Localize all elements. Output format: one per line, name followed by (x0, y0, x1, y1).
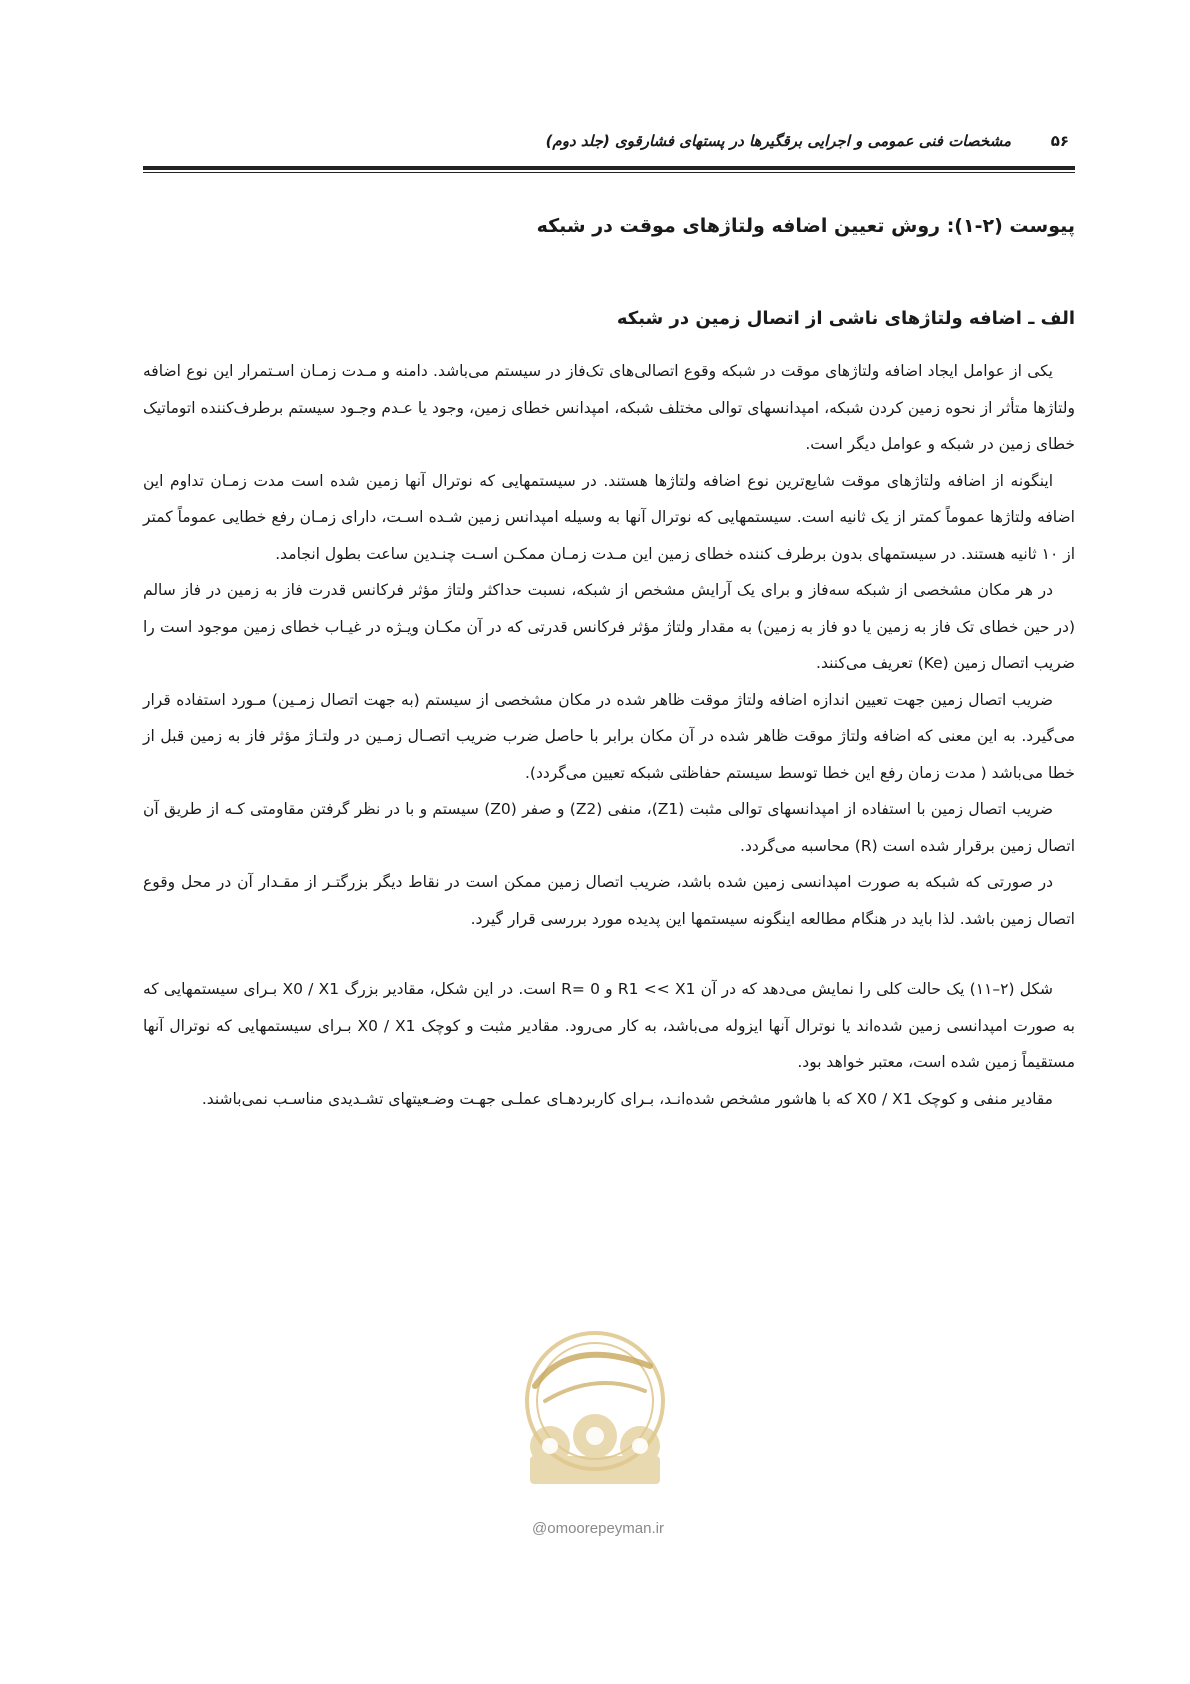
watermark-site: @omoorepeyman.ir (532, 1520, 664, 1537)
running-title: مشخصات فنی عمومی و اجرایی برقگیرها در پستهای فشارقوی (جلد دوم) (545, 132, 1011, 150)
paragraph: در هر مکان مشخصی از شبکه سه‌فاز و برای یک آرایش مشخص از شبکه، نسبت حداکثر ولتاژ مؤثر فرکانس قدرت فاز به زمین در فاز سالم (در حین خطای تک فاز به زمین یا دو فاز به زمین) به مقدار ولتاژ مؤثر فرکانس قدرتی که در آن مکـان ویـژه در غیـاب خطای زمین موجود است را ضریب اتصال زمین (Ke) تعریف می‌کنند. (143, 581, 1075, 672)
watermark-logo (490, 1326, 700, 1496)
header-rule (143, 166, 1075, 170)
paragraph: اینگونه از اضافه ولتاژهای موقت شایع‌ترین نوع اضافه ولتاژها هستند. در سیستمهایی که نوترال آنها زمین شده است مدت زمـان تداوم این اضافه ولتاژها عموماً کمتر از یک ثانیه است. سیستمهایی که نوترال آنها به وسیله امپدانس زمین شـده اسـت، دارای زمـان رفع خطایی عموماً کمتر از ۱۰ ثانیه هستند. در سیستمهای بدون برطرف کننده خطای زمین این مـدت زمـان ممکـن اسـت چنـدین ساعت بطول انجامد. (143, 471, 1075, 563)
page-number: ۵۶ (1050, 132, 1069, 150)
paragraph: ضریب اتصال زمین جهت تعیین اندازه اضافه ولتاژ موقت ظاهر شده در مکان مشخصی از سیستم (به جهت اتصال زمـین) مـورد استفاده قرار می‌گیرد. به این معنی که اضافه ولتاژ موقت ظاهر شده در آن مکان برابر با حاصل ضرب ضریب اتصـال زمـین در ولتـاژ مؤثر فاز به زمین قبل از خطا می‌باشد ( مدت زمان رفع این خطا توسط سیستم حفاظتی شبکه تعیین می‌گردد). (143, 690, 1075, 782)
header-rule-thin (143, 172, 1075, 173)
body-text (143, 353, 1075, 1117)
page-header (143, 128, 1075, 158)
paragraph: شکل (۲–۱۱) یک حالت کلی را نمایش می‌دهد که در آن R1 << X1 و R= 0 است. در این شکل، مقادیر بزرگ X0 / X1 بـرای سیستمهایی که به صورت امپدانسی زمین شده‌اند یا نوترال آنها ایزوله می‌باشد، به کار می‌رود. مقادیر مثبت و کوچک X0 / X1 بـرای سیستمهایی که نوترال آنها مستقیماً زمین شده است، معتبر خواهد بود. (143, 980, 1075, 1071)
paragraph-gap (143, 937, 1075, 971)
appendix-title: پیوست (۲-۱): روش تعیین اضافه ولتاژهای موقت در شبکه (536, 215, 1075, 237)
paragraph: ضریب اتصال زمین با استفاده از امپدانسهای توالی مثبت (Z1)، منفی (Z2) و صفر (Z0) سیستم و با در نظر گرفتن مقاومتی کـه از طریق آن اتصال زمین برقرار شده است (R) محاسبه می‌گردد. (143, 800, 1075, 855)
paragraph: مقادیر منفی و کوچک X0 / X1 که با هاشور مشخص شده‌انـد، بـرای کاربردهـای عملـی جهـت وضـعیتهای تشـدیدی مناسـب نمی‌باشند. (201, 1089, 1053, 1108)
paragraph: یکی از عوامل ایجاد اضافه ولتاژهای موقت در شبکه وقوع اتصالی‌های تک‌فاز در سیستم می‌باشد. دامنه و مـدت زمـان اسـتمرار این نوع اضافه ولتاژها متأثر از نحوه زمین کردن شبکه، امپدانسهای توالی مختلف شبکه، امپدانس خطای زمین، وجود یا عـدم وجـود سیستم برطرف‌کننده اتوماتیک خطای زمین در شبکه و عوامل دیگر است. (143, 362, 1075, 453)
paragraph: در صورتی که شبکه به صورت امپدانسی زمین شده باشد، ضریب اتصال زمین ممکن است در نقاط دیگر بزرگتـر از مقـدار آن در محل وقوع اتصال زمین باشد. لذا باید در هنگام مطالعه اینگونه سیستمها این پدیده مورد بررسی قرار گیرد. (143, 873, 1075, 928)
section-title: الف ـ اضافه ولتاژهای ناشی از اتصال زمین در شبکه (616, 308, 1075, 329)
